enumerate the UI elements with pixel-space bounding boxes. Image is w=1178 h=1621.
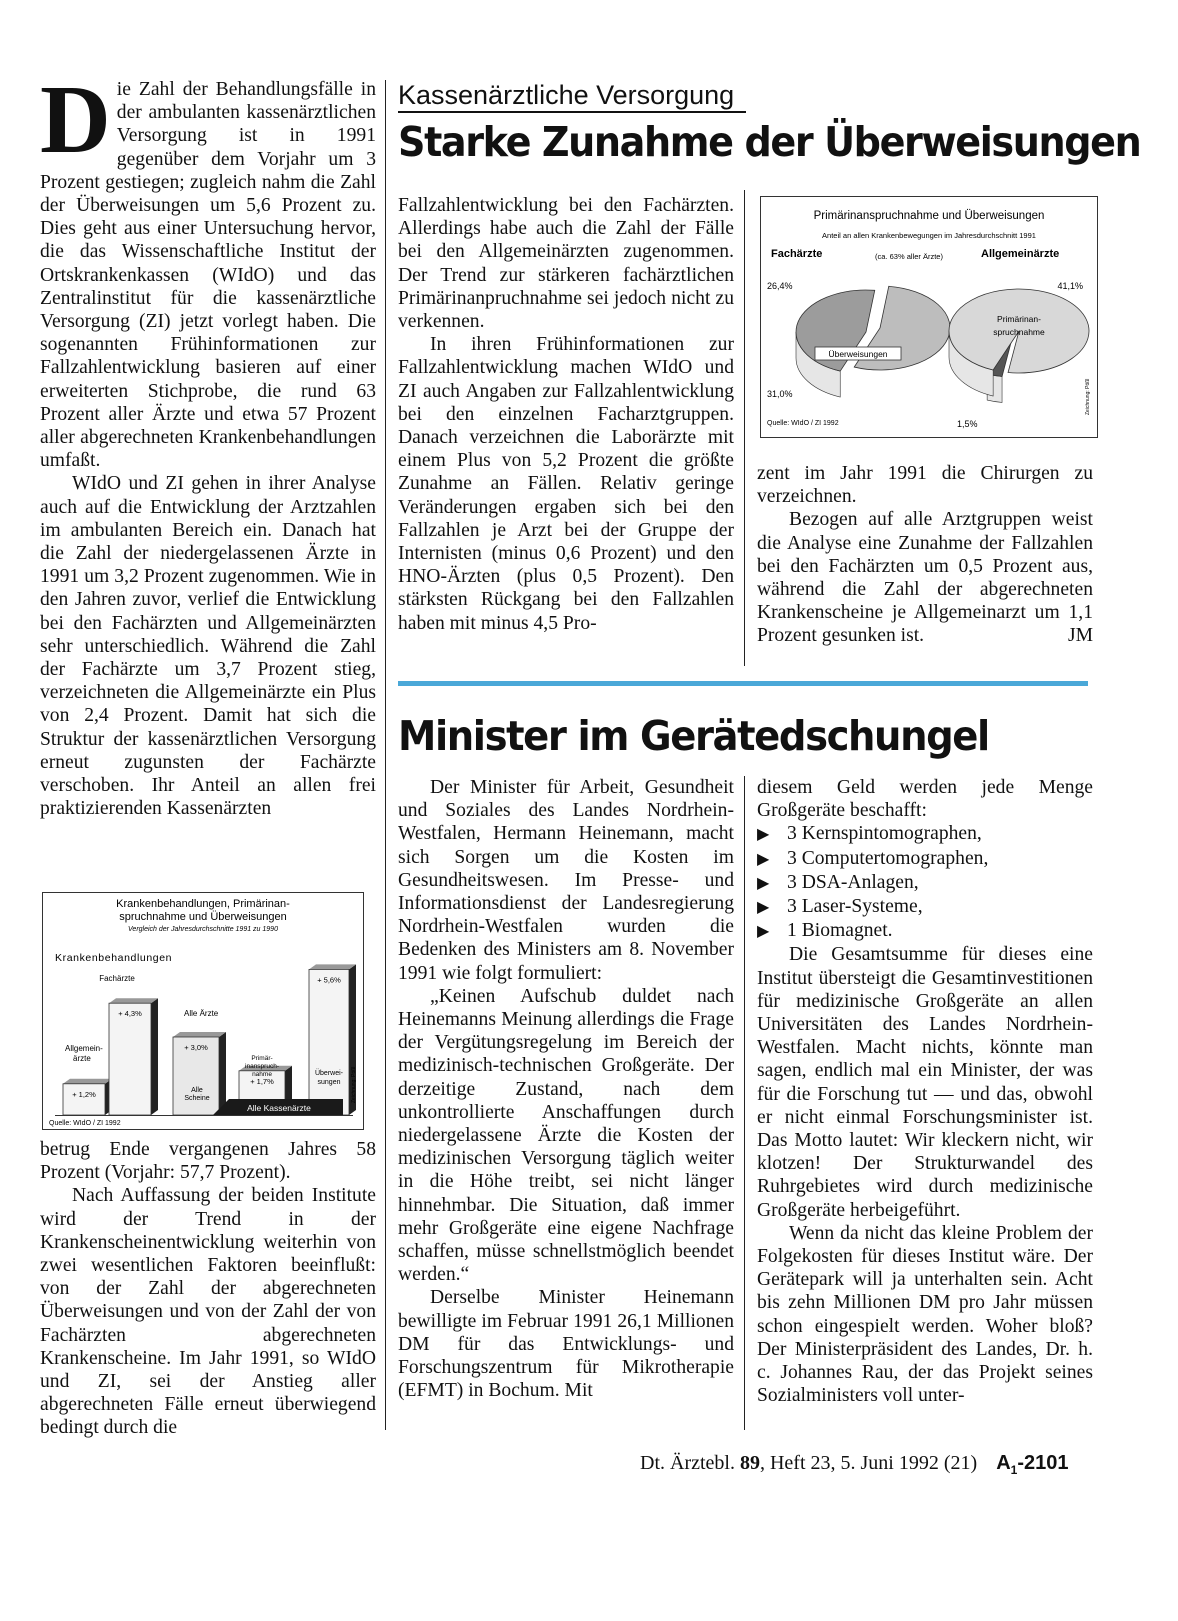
equipment-list <box>757 822 1093 943</box>
article1-column-1 <box>40 66 376 821</box>
article2-paragraph: Der Minister für Arbeit, Gesundheit und Soziales des Landes Nordrhein-Westfalen, Hermann Heinemann, macht sich Sorgen um die Kosten im Gesundheitswesen. Im Presse- und Informationsdienst der Landesregierung Nordrhein-Westfalen wurden die Bedenken des Ministers am 8. November 1991 wie folgt formuliert: <box>398 777 734 984</box>
label-ueberw-2: sungen <box>317 1079 341 1086</box>
bar-value-label: + 4,3% <box>118 1009 142 1019</box>
label-alle-scheine-1: Alle <box>191 1087 203 1094</box>
article-separator-rule <box>398 681 1088 686</box>
article1-paragraph: WIdO und ZI gehen in ihrer Analyse auch auf die Entwicklung der Arztzahlen im ambulanten Bereich ein. Danach hat die Zahl der niedergelassenen Ärzte in 1991 um 3,2 Prozent zugenommen. Wie in den Jahren zuvor, verlief die Entwicklung bei den Fachärzten und Allgemeinärzten sehr unterschiedlich. Während die Zahl der Fachärzte um 3,7 Prozent stieg, verzeichneten die Allgemeinärzte ein Plus von 2,4 Prozent. Damit hat sich die Struktur der kassenärztlichen Versorgung erneut zugunsten der Fachärzte verschoben. Ihr Anteil an allen frei praktizierenden Kassenärzten <box>40 473 376 820</box>
label-alle-aerzte: Alle Ärzte <box>184 1009 219 1018</box>
article1-paragraph: Fallzahlentwicklung bei den Fachärzten. Allerdings habe auch die Zahl der Fälle bei den Allgemeinärzten zugenommen. Der Trend zur stärkeren fachärztlichen Primärinanpruchnahme sei jedoch nicht zu verkennen. <box>398 195 734 333</box>
bar-value-label: + 1,7% <box>250 1076 274 1086</box>
pie-right-label: Allgemeinärzte <box>981 248 1060 260</box>
bar-value-label: + 5,6% <box>317 975 341 985</box>
bar-value-label: + 1,2% <box>72 1089 96 1099</box>
left-top-value: 26,4% <box>767 281 793 291</box>
list-item: ▶ 3 Kernspintomographen, <box>757 822 1093 846</box>
pie-title: Primärinanspruchnahme und Überweisungen <box>813 210 1045 222</box>
bar-top <box>109 998 158 1003</box>
chart-title-line-1: Krankenbehandlungen, Primärinan- <box>116 898 290 910</box>
pie-chart <box>761 197 1097 437</box>
credit-label: Zeichnung: Pößl <box>351 1066 357 1103</box>
column-divider <box>744 776 745 1430</box>
article1-headline: Starke Zunahme der Überweisungen <box>398 118 1141 166</box>
article1-kicker: Kassenärztliche Versorgung <box>398 80 735 110</box>
article1-column-1-continued <box>40 1138 376 1440</box>
left-slice-label: Überweisungen <box>828 349 888 359</box>
bar-1 <box>109 998 158 1115</box>
page-number: $A_1-2101$ <box>996 1452 1069 1477</box>
list-item: ▶ 1 Biomagnet. <box>757 919 1093 943</box>
list-item: ▶ 3 Laser-Systeme, <box>757 895 1093 919</box>
article2-headline: Minister im Gerätedschungel <box>398 712 989 760</box>
bar-side <box>219 1032 226 1115</box>
article1-paragraph: zent im Jahr 1991 die Chirurgen zu verzeichnen. <box>757 463 1093 508</box>
label-alle-scheine-2: Scheine <box>184 1095 210 1102</box>
pie-subtitle: Anteil an allen Krankenbewegungen im Jahresdurchschnitt 1991 <box>822 231 1036 240</box>
section-label: Krankenbehandlungen <box>55 952 173 964</box>
pie-source: Quelle: WIdO / ZI 1992 <box>767 420 839 427</box>
pie-left-label: Fachärzte <box>771 248 823 260</box>
list-item: ▶ 3 Computertomographen, <box>757 847 1093 871</box>
bar-face <box>109 1003 151 1115</box>
page-footer <box>640 1452 1068 1477</box>
bar-chart-figure <box>42 892 364 1130</box>
right-slice-label-1: Primärinan- <box>997 314 1041 324</box>
label-allgemein-1: Allgemein- <box>65 1044 103 1053</box>
left-bottom-value: 31,0% <box>767 389 793 399</box>
article1-column-3 <box>757 462 1093 648</box>
bar-top <box>309 964 356 969</box>
list-item: ▶ 3 DSA-Anlagen, <box>757 871 1093 895</box>
pie-mid-label: (ca. 63% aller Ärzte) <box>875 252 943 261</box>
bar-4 <box>309 964 356 1115</box>
source-label: Quelle: WIdO / ZI 1992 <box>49 1120 121 1127</box>
right-small-value: 1,5% <box>957 419 978 429</box>
bar-face <box>309 969 349 1115</box>
bar-top <box>63 1079 112 1084</box>
article2-paragraph: „Keinen Aufschub duldet nach Heinemanns Meinung allerdings die Frage der Vergütungsregelung im Bereich der medizinisch-technischen Großgeräte. Der derzeitige Zustand, nach dem unkontrollierte Anschaffungen durch niedergelassene Ärzte die Kosten der medizinischen Versorgung täglich weiter in die Höhe treibt, sei nicht länger hinnehmbar. Die Situation, daß immer mehr Großgeräte eine eigene Nachfrage schaffen, müsse schnellstmöglich beendet werden.“ <box>398 985 734 1286</box>
article1-paragraph: Nach Auffassung der beiden Institute wird der Trend in der Krankenscheinentwicklung weiterhin von zwei wesentlichen Faktoren beeinflußt: von der Zahl der abgerechneten Überweisungen und von der Zahl der von Fachärzten abgerechneten Krankenscheine. Im Jahr 1991, so WIdO und ZI, sei der Anstieg aller abgerechneten Fälle erneut überwiegend bedingt durch die <box>40 1185 376 1439</box>
label-primaer-2: inanspruch- <box>245 1063 279 1070</box>
bar-value-label: + 3,0% <box>184 1043 208 1052</box>
pie-chart-figure <box>760 196 1098 438</box>
dropcap: D <box>40 66 111 174</box>
article1-paragraph: In ihren Frühinformationen zur Fallzahlentwicklung machen WIdO und ZI auch Angaben zur Fallzahlentwicklung bei den einzelnen Facharztgruppen. Danach verzeichnen die Laborärzte mit einem Plus von 5,2 Prozent die größte Zunahme an Fällen. Relativ geringe Veränderungen ergaben sich bei den Fallzahlen je Arzt bei der Gruppe der Internisten (minus 0,6 Prozent) und den HNO-Ärzten (plus 0,5 Prozent). Den stärksten Rückgang bei den Fallzahlen haben mit minus 4,5 Pro- <box>398 334 734 634</box>
right-slice-label-2: spruchnahme <box>993 327 1045 337</box>
author-signature: JM <box>1067 625 1093 647</box>
label-primaer-1: Primär- <box>251 1055 273 1062</box>
journal-volume: 89 <box>739 1452 760 1474</box>
bar-face <box>63 1084 105 1115</box>
band-label: Alle Kassenärzte <box>247 1103 311 1113</box>
column-divider <box>744 190 745 666</box>
article2-paragraph: diesem Geld werden jede Menge Großgeräte beschafft: <box>757 777 1093 822</box>
bar-2 <box>173 1032 226 1115</box>
chart-subtitle: Vergleich der Jahresdurchschnitte 1991 zu 1990 <box>128 926 278 933</box>
article2-paragraph: Derselbe Minister Heinemann bewilligte im Februar 1991 26,1 Millionen DM für das Entwicklungs- und Forschungszentrum für Mikrotherapie (EFMT) in Bochum. Mit <box>398 1287 734 1402</box>
article1-paragraph: ie Zahl der Behandlungsfälle in der ambulanten kassenärztlichen Versorgung ist in 1991 gegenüber dem Vorjahr um 3 Prozent gestiegen; zugleich nahm die Zahl der Überweisungen um 5,6 Prozent zu. Dies geht aus einer Untersuchung hervor, die das Wissenschaftliche Institut der Ortskrankenkassen (WIdO) und das Zentralinstitut für die kassenärztliche Versorgung (ZI) jetzt vorlegt haben. Die sogenannten Frühinformationen zur Fallzahlentwicklung basieren auf einer erweiterten Stichprobe, die rund 63 Prozent aller Ärzte und etwa 57 Prozent aller abgerechneten Krankenbehandlungen umfaßt. <box>40 79 376 472</box>
article1-column-2 <box>398 194 734 635</box>
bar-chart <box>43 893 363 1129</box>
pie-credit: Zeichnung: Pößl <box>1085 378 1091 415</box>
label-allgemein-2: ärzte <box>73 1054 91 1063</box>
article2-column-2 <box>398 776 734 1402</box>
journal-issue: , Heft 23, 5. Juni 1992 (21) <box>759 1452 978 1474</box>
bar-side <box>151 998 158 1115</box>
journal-name: Dt. Ärztebl. <box>640 1452 735 1474</box>
column-divider <box>385 80 386 1430</box>
article1-paragraph: Bezogen auf alle Arztgruppen weist die Analyse eine Zunahme der Fallzahlen bei den Fachärzten um 0,5 Prozent aus, während die Zahl der abgerechneten Krankenscheine je Allgemeinarzt um 1,1 Prozent gesunken ist. <box>757 509 1093 647</box>
chart-title-line-2: spruchnahme und Überweisungen <box>119 911 287 923</box>
bar-top <box>173 1032 226 1037</box>
right-top-value: 41,1% <box>1057 281 1083 291</box>
kicker-underline <box>398 111 746 113</box>
bar-0 <box>63 1079 112 1115</box>
article2-column-3 <box>757 776 1093 1407</box>
article2-paragraph: Die Gesamtsumme für dieses eine Institut übersteigt die Gesamtinvestitionen für medizinische Großgeräte an allen Universitäten des Landes Nordrhein-Westfalen. Macht nichts, könnte man sagen, endlich mal ein Minister, der was für die Forschung tut — und das, obwohl er nicht einmal Forschungsminister ist. Das Motto lautet: Wir kleckern nicht, wir klotzen! Der Strukturwandel des Ruhrgebietes wird durch medizinische Großgeräte herbeigeführt. <box>757 944 1093 1221</box>
article1-paragraph: betrug Ende vergangenen Jahres 58 Prozent (Vorjahr: 57,7 Prozent). <box>40 1139 376 1184</box>
label-fachaerzte: Fachärzte <box>99 974 135 983</box>
label-ueberw-1: Überwei- <box>314 1070 344 1077</box>
label-primaer-3: nahme <box>252 1071 272 1078</box>
article2-paragraph: Wenn da nicht das kleine Problem der Folgekosten für dieses Institut wäre. Der Gerätepark will ja unterhalten sein. Acht bis zehn Millionen DM pro Jahr müssen schon eingespielt werden. Woher bloß? Der Ministerpräsident des Landes, Dr. h. c. Johannes Rau, der das Projekt seines Sozialministers voll unter- <box>757 1222 1093 1407</box>
